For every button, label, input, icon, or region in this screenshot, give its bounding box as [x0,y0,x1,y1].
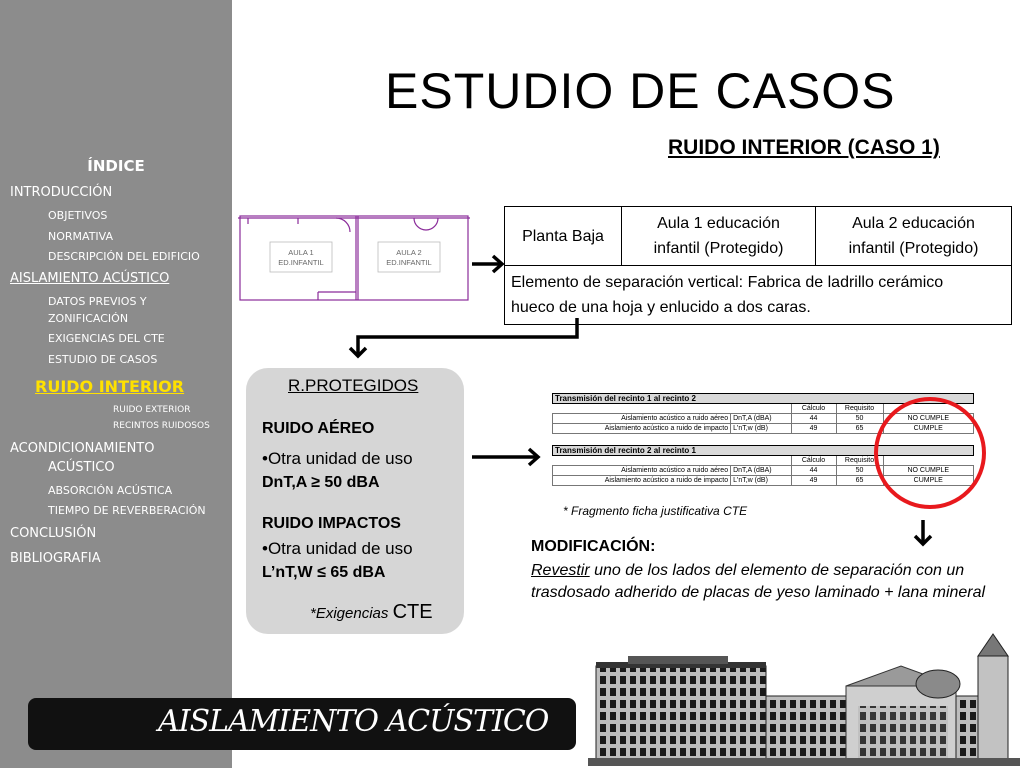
nav-datos-previos[interactable]: DATOS PREVIOS Y [48,295,147,308]
requirements-title: R.PROTEGIDOS [288,376,419,395]
ficha-col-calculo: Cálculo [791,456,836,466]
cell-planta-baja: Planta Baja [505,207,622,266]
plan-room2-label: AULA 2 [396,248,422,257]
arrow-right-icon [472,447,544,467]
nav-zonificacion[interactable]: ZONIFICACIÓN [48,312,129,325]
ruido-aereo-title: RUIDO AÉREO [262,420,375,437]
nav-recintos-ruidosos[interactable]: RECINTOS RUIDOSOS [113,421,210,431]
arrow-right-icon [472,255,506,273]
nav-conclusion[interactable]: CONCLUSIÓN [10,526,97,541]
plan-room2-sublabel: ED.INFANTIL [386,258,432,267]
ficha-table-2-title: Transmisión del recinto 2 al recinto 1 [553,446,974,456]
modification-title: MODIFICACIÓN: [531,538,656,555]
nav-estudio-casos[interactable]: ESTUDIO DE CASOS [48,353,158,366]
nav-normativa[interactable]: NORMATIVA [48,230,114,243]
table-row: Aislamiento acústico a ruido aéreo DnT,A (dBA) 44 50 NO CUMPLE [553,466,974,476]
nav-exigencias-cte[interactable]: EXIGENCIAS DEL CTE [48,332,165,345]
nav-acustico[interactable]: ACÚSTICO [48,460,115,475]
page-title: ESTUDIO DE CASOS [385,63,896,119]
arrow-down-icon [912,520,934,548]
section-banner-text: AISLAMIENTO ACÚSTICO [158,704,549,739]
table-row: Aislamiento acústico a ruido aéreo DnT,A (dBA) 44 50 NO CUMPLE [553,414,974,424]
ruido-impactos-item: •Otra unidad de uso [262,539,413,558]
case-info-table [504,206,1012,325]
cte-note: *Exigencias CTE [310,601,433,623]
nav-acondicionamiento[interactable]: ACONDICIONAMIENTO [10,441,155,456]
ficha-col-requisito: Requisito [836,404,883,414]
nav-descripcion-edificio[interactable]: DESCRIPCIÓN DEL EDIFICIO [48,250,200,263]
arrow-down-left-icon [348,318,580,360]
nav-absorcion-acustica[interactable]: ABSORCIÓN ACÚSTICA [48,484,173,497]
nav-bibliografia[interactable]: BIBLIOGRAFIA [10,551,101,566]
ficha-col-requisito: Requisito [836,456,883,466]
nav-ruido-exterior[interactable]: RUIDO EXTERIOR [113,405,191,415]
index-title: ÍNDICE [87,157,145,175]
nav-aislamiento-acustico[interactable]: AISLAMIENTO ACÚSTICO [10,271,170,286]
plan-room1-label: AULA 1 [288,248,314,257]
modification-text: Revestir uno de los lados del elemento de separación con un trasdosado adherido de placas de yeso laminado + lana mineral [531,562,986,601]
nav-introduccion[interactable]: INTRODUCCIÓN [10,185,113,200]
requirements-box [246,368,464,634]
ruido-impactos-value: L’nT,W ≤ 65 dBA [262,564,386,581]
cell-aula-2: Aula 2 educación infantil (Protegido) [816,207,1012,266]
ruido-impactos-title: RUIDO IMPACTOS [262,515,401,532]
ficha-table-1-title: Transmisión del recinto 1 al recinto 2 [553,394,974,404]
ficha-col-calculo: Cálculo [791,404,836,414]
ruido-aereo-value: DnT,A ≥ 50 dBA [262,474,380,491]
highlight-circle [874,397,986,509]
ficha-caption: * Fragmento ficha justificativa CTE [563,504,748,518]
nav-objetivos[interactable]: OBJETIVOS [48,209,108,222]
ruido-aereo-item: •Otra unidad de uso [262,449,413,468]
building-illustration [588,626,1020,766]
cell-element-description: Elemento de separación vertical: Fabrica de ladrillo cerámico hueco de una hoja y enlucido a dos caras. [505,266,1012,325]
cell-aula-1: Aula 1 educación infantil (Protegido) [622,207,816,266]
table-row: Aislamiento acústico a ruido de impacto L'nT,w (dB) 49 65 CUMPLE [553,476,974,486]
floor-plan-drawing [238,214,470,302]
nav-tiempo-reverberacion[interactable]: TIEMPO DE REVERBERACIÓN [48,504,206,517]
nav-ruido-interior[interactable]: RUIDO INTERIOR [35,377,185,396]
page-subtitle: RUIDO INTERIOR (CASO 1) [668,136,940,159]
plan-room1-sublabel: ED.INFANTIL [278,258,324,267]
table-row: Aislamiento acústico a ruido de impacto L'nT,w (dB) 49 65 CUMPLE [553,424,974,434]
